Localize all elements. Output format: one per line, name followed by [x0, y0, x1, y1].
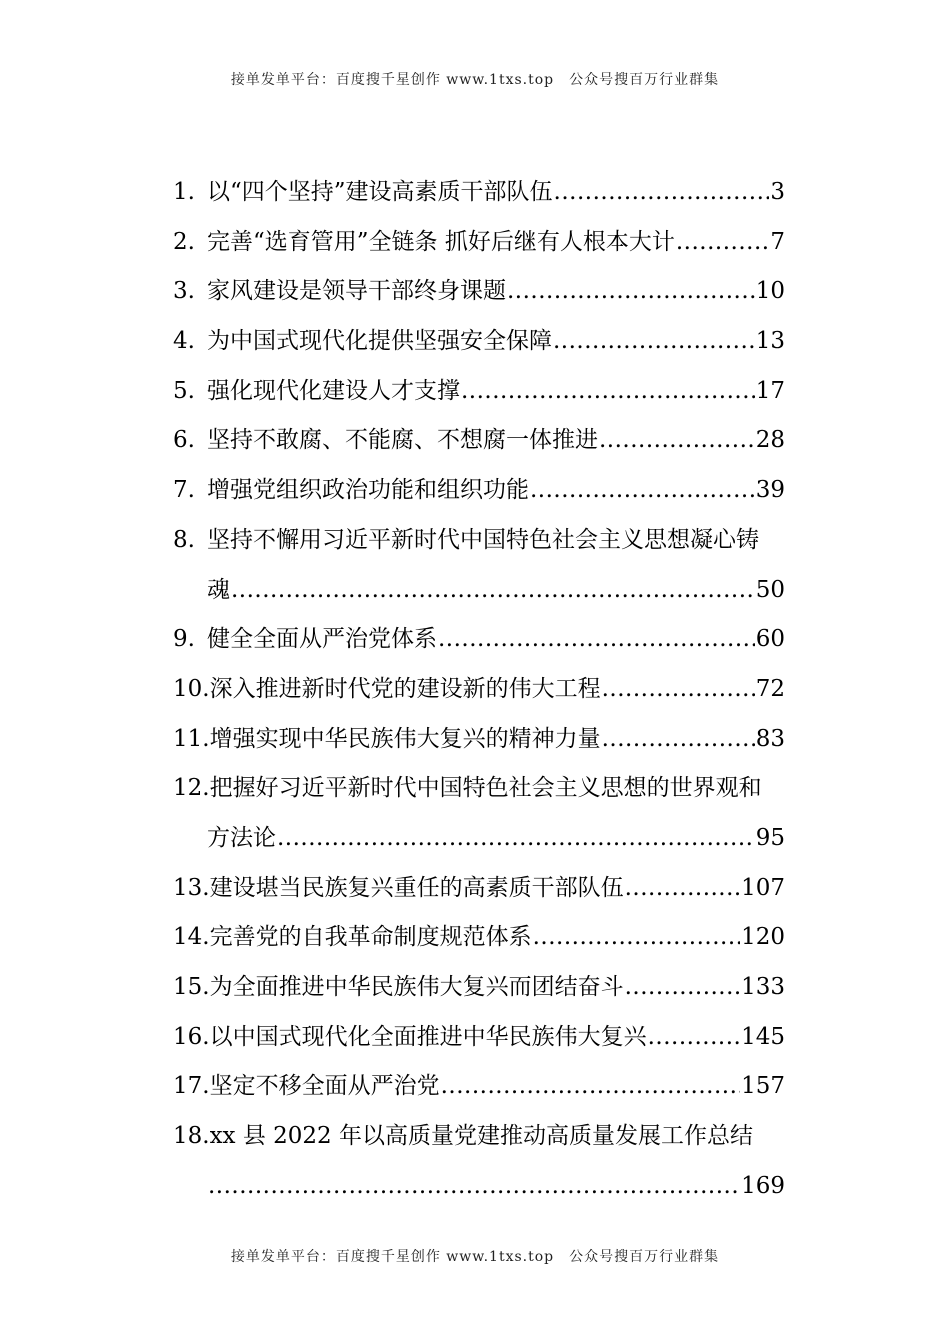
- toc-page-number: 157: [741, 1073, 785, 1100]
- toc-page-number: 120: [741, 924, 785, 951]
- toc-title: 深入推进新时代党的建设新的伟大工程: [209, 675, 601, 702]
- toc-entry-1[interactable]: [173, 168, 785, 218]
- toc-page-number: 28: [755, 427, 785, 454]
- toc-page-number: 145: [741, 1023, 785, 1050]
- dot-leader: [208, 1162, 740, 1212]
- toc-number: 8.: [173, 526, 195, 553]
- dot-leader: [648, 1013, 741, 1063]
- toc-number: 10.: [173, 675, 210, 702]
- toc-page-number: 169: [741, 1172, 785, 1199]
- toc-title: 坚持不懈用习近平新时代中国特色社会主义思想凝心铸: [207, 526, 759, 553]
- toc-title: 为中国式现代化提供坚强安全保障: [207, 328, 552, 355]
- table-of-contents: [173, 168, 785, 1211]
- toc-title: 以中国式现代化全面推进中华民族伟大复兴: [209, 1023, 647, 1050]
- toc-title: xx 县 2022 年以高质量党建推动高质量发展工作总结: [209, 1123, 753, 1150]
- toc-number: 12.: [173, 775, 210, 802]
- toc-title: 以“四个坚持”建设高素质干部队伍: [207, 179, 553, 205]
- toc-entry-10[interactable]: [173, 665, 785, 715]
- dot-leader: [277, 814, 755, 864]
- toc-title: 增强实现中华民族伟大复兴的精神力量: [209, 725, 601, 752]
- dot-leader: [553, 317, 755, 367]
- toc-entry-11[interactable]: [173, 715, 785, 765]
- toc-page-number: 83: [755, 725, 785, 752]
- toc-entry-5[interactable]: [173, 367, 785, 417]
- toc-page-number: 60: [755, 626, 785, 653]
- toc-entry-14[interactable]: [173, 913, 785, 963]
- toc-entry-17[interactable]: [173, 1062, 785, 1112]
- toc-page-number: 107: [741, 874, 785, 901]
- dot-leader: [530, 466, 755, 516]
- toc-entry-12[interactable]: [173, 764, 785, 814]
- dot-leader: [676, 218, 770, 268]
- toc-title-continued: 魂: [207, 576, 230, 603]
- toc-entry-15[interactable]: [173, 963, 785, 1013]
- toc-title: 增强党组织政治功能和组织功能: [207, 477, 529, 504]
- dot-leader: [533, 913, 741, 963]
- toc-entry-16[interactable]: [173, 1013, 785, 1063]
- toc-number: 6.: [173, 427, 195, 454]
- dot-leader: [441, 1062, 741, 1112]
- dot-leader: [231, 566, 755, 616]
- toc-page-number: 39: [755, 477, 785, 504]
- dot-leader: [625, 864, 741, 914]
- toc-number: 3.: [173, 278, 195, 305]
- toc-number: 7.: [173, 477, 195, 504]
- toc-page-number: 13: [755, 328, 785, 355]
- dot-leader: [461, 367, 755, 417]
- toc-title: 完善党的自我革命制度规范体系: [209, 924, 532, 951]
- toc-title: 坚持不敢腐、不能腐、不想腐一体推进: [207, 427, 598, 454]
- toc-page-number: 3: [770, 179, 785, 205]
- toc-page-number: 17: [755, 377, 785, 404]
- dot-leader: [599, 416, 755, 466]
- toc-entry-13[interactable]: [173, 864, 785, 914]
- toc-title: 家风建设是领导干部终身课题: [207, 278, 506, 305]
- toc-title: 为全面推进中华民族伟大复兴而团结奋斗: [209, 974, 624, 1000]
- toc-number: 15.: [173, 974, 210, 1000]
- toc-number: 18.: [173, 1123, 210, 1150]
- toc-entry-2[interactable]: [173, 218, 785, 268]
- toc-entry-7[interactable]: [173, 466, 785, 516]
- toc-page-number: 72: [755, 675, 785, 702]
- toc-entry-4[interactable]: [173, 317, 785, 367]
- toc-title: 完善“选育管用”全链条 抓好后继有人根本大计: [207, 228, 675, 255]
- toc-title: 强化现代化建设人才支撑: [207, 377, 460, 404]
- toc-page-number: 133: [741, 974, 785, 1000]
- toc-entry-18[interactable]: [173, 1112, 785, 1162]
- dot-leader: [602, 665, 755, 715]
- toc-number: 11.: [173, 725, 210, 752]
- toc-entry-6[interactable]: [173, 416, 785, 466]
- dot-leader: [438, 615, 755, 665]
- toc-number: 2.: [173, 228, 195, 255]
- toc-number: 16.: [173, 1023, 210, 1050]
- toc-entry-8-continued[interactable]: [173, 566, 785, 616]
- toc-entry-3[interactable]: [173, 267, 785, 317]
- toc-entry-9[interactable]: [173, 615, 785, 665]
- toc-entry-12-continued[interactable]: [173, 814, 785, 864]
- dot-leader: [554, 168, 770, 218]
- toc-title: 健全全面从严治党体系: [207, 626, 437, 653]
- toc-page-number: 10: [755, 278, 785, 305]
- toc-number: 14.: [173, 924, 210, 951]
- toc-number: 5.: [173, 377, 195, 404]
- toc-number: 17.: [173, 1073, 210, 1100]
- toc-title-continued: 方法论: [207, 824, 276, 851]
- page-header: 接单发单平台：百度搜千星创作 www.1txs.top 公众号搜百万行业群集: [230, 72, 720, 88]
- toc-number: 9.: [173, 626, 195, 653]
- toc-page-number: 95: [755, 824, 785, 851]
- toc-entry-8[interactable]: [173, 516, 785, 566]
- toc-title: 建设堪当民族复兴重任的高素质干部队伍: [209, 874, 624, 901]
- dot-leader: [507, 267, 755, 317]
- toc-title: 坚定不移全面从严治党: [209, 1073, 440, 1100]
- toc-page-number: 7: [770, 228, 785, 255]
- toc-entry-18-continued[interactable]: [173, 1162, 785, 1212]
- toc-page-number: 50: [755, 576, 785, 603]
- dot-leader: [625, 963, 741, 1013]
- toc-title: 把握好习近平新时代中国特色社会主义思想的世界观和: [209, 775, 762, 802]
- toc-number: 4.: [173, 328, 195, 355]
- page-footer: 接单发单平台：百度搜千星创作 www.1txs.top 公众号搜百万行业群集: [230, 1249, 720, 1265]
- toc-number: 1.: [173, 179, 195, 205]
- dot-leader: [602, 715, 755, 765]
- toc-number: 13.: [173, 874, 210, 901]
